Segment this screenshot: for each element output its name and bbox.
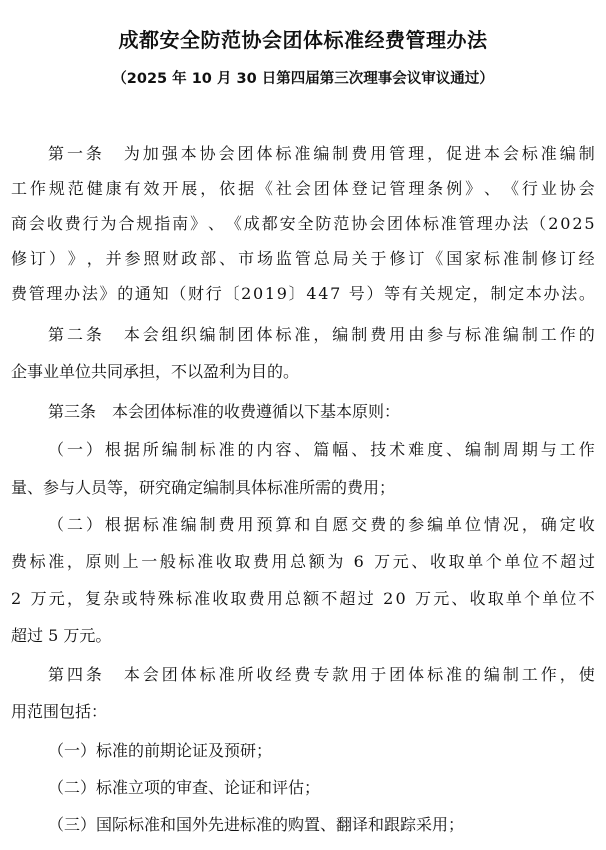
- paragraph-line: （ 一 ） 根 据 所 编 制 标 准 的 内 容 、 篇 幅 、 技 术 难 度 、 编 制 周 期 与 工 作: [48, 440, 595, 459]
- paragraph-line: （三）国际标准和国外先进标准的购置、翻译和跟踪采用；: [48, 815, 465, 834]
- paragraph-line: 用范围包括：: [11, 702, 108, 721]
- paragraph-line: 超过 5 万元。: [11, 626, 112, 645]
- paragraph-line: 2 万 元 ， 复 杂 或 特 殊 标 准 收 取 费 用 总 额 不 超 过 2 0 万 元 、 收 取 单 个 单 位 不: [11, 589, 595, 608]
- paragraph-line: 费 管 理 办 法 》 的 通 知 （ 财 行 〔 2 0 1 9 〕 4 4 7 号 ） 等 有 关 规 定 ， 制 定 本 办 法 。: [11, 284, 595, 303]
- document-title: 成都安全防范协会团体标准经费管理办法: [118, 28, 488, 52]
- paragraph-line: 企事业单位共同承担，不以盈利为目的。: [11, 362, 300, 381]
- paragraph-line: 费 标 准 ， 原 则 上 一 般 标 准 收 取 费 用 总 额 为 6 万 元 、 收 取 单 个 单 位 不 超 过: [11, 552, 595, 571]
- document-subtitle: （2025 年 10 月 30 日第四届第三次理事会议审议通过）: [112, 71, 494, 87]
- paragraph-line: （ 二 ） 根 据 标 准 编 制 费 用 预 算 和 自 愿 交 费 的 参 编 单 位 情 况 ， 确 定 收: [48, 515, 595, 534]
- paragraph-line: 量、参与人员等，研究确定编制具体标准所需的费用；: [11, 478, 396, 497]
- paragraph-line: 第 二 条 本 会 组 织 编 制 团 体 标 准 ， 编 制 费 用 由 参 与 标 准 编 制 工 作 的: [48, 325, 595, 344]
- paragraph-line: （二）标准立项的审查、论证和评估；: [48, 778, 321, 797]
- paragraph-line: 第 四 条 本 会 团 体 标 准 所 收 经 费 专 款 用 于 团 体 标 准 的 编 制 工 作 ， 使: [48, 665, 595, 684]
- paragraph-line: （一）标准的前期论证及预研；: [48, 741, 273, 760]
- paragraph-line: 工 作 规 范 健 康 有 效 开 展 ， 依 据 《 社 会 团 体 登 记 管 理 条 例 》 、 《 行 业 协 会: [11, 179, 595, 198]
- paragraph-line: 商 会 收 费 行 为 合 规 指 南 》 、 《 成 都 安 全 防 范 协 会 团 体 标 准 管 理 办 法 （ 2 0 2 5: [11, 214, 595, 233]
- paragraph-line: 第 一 条 为 加 强 本 协 会 团 体 标 准 编 制 费 用 管 理 ， 促 进 本 会 标 准 编 制: [48, 144, 595, 163]
- paragraph-line: 第三条 本会团体标准的收费遵循以下基本原则：: [48, 402, 401, 421]
- paragraph-line: 修 订 ） 》 ， 并 参 照 财 政 部 、 市 场 监 管 总 局 关 于 修 订 《 国 家 标 准 制 修 订 经: [11, 249, 595, 268]
